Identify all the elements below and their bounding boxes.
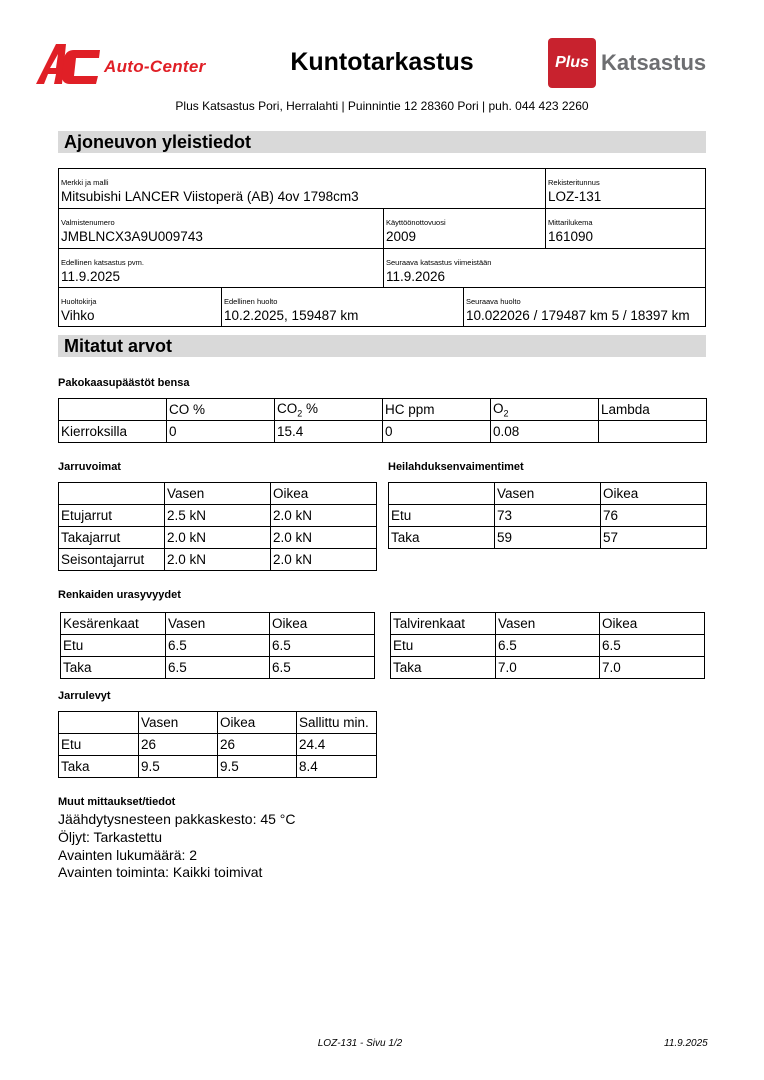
right-header: Oikea bbox=[270, 613, 375, 635]
first-use-label: Käyttöönottovuosi bbox=[386, 218, 446, 227]
coolant-line: Jäähdytysnesteen pakkaskesto: 45 °C bbox=[58, 811, 296, 827]
service-book-label: Huoltokirja bbox=[61, 297, 97, 306]
row-label: Taka bbox=[59, 756, 139, 778]
next-service-cell bbox=[464, 288, 705, 326]
table-cell: 2.5 kN bbox=[165, 505, 271, 527]
row-label: Etu bbox=[389, 505, 495, 527]
table-cell bbox=[59, 712, 139, 734]
section-title-vehicle: Ajoneuvon yleistiedot bbox=[58, 131, 706, 153]
table-cell: 8.4 bbox=[297, 756, 377, 778]
section-title-measured: Mitatut arvot bbox=[58, 335, 706, 357]
summer-tires-table bbox=[60, 612, 375, 679]
table-cell: 26 bbox=[139, 734, 218, 756]
row-label: Seisontajarrut bbox=[59, 549, 165, 571]
first-use-value: 2009 bbox=[386, 229, 417, 244]
emissions-table bbox=[58, 398, 707, 443]
next-inspection-label: Seuraava katsastus viimeistään bbox=[386, 258, 492, 267]
service-book-cell bbox=[59, 288, 222, 326]
table-cell: 9.5 bbox=[218, 756, 297, 778]
table-cell: 2.0 kN bbox=[165, 549, 271, 571]
table-row bbox=[391, 635, 705, 657]
table-row bbox=[59, 505, 377, 527]
next-service-label: Seuraava huolto bbox=[466, 297, 521, 306]
right-header: Oikea bbox=[218, 712, 297, 734]
prev-inspection-cell bbox=[59, 249, 384, 288]
left-header: Vasen bbox=[496, 613, 600, 635]
row-label: Takajarrut bbox=[59, 527, 165, 549]
emissions-title: Pakokaasupäästöt bensa bbox=[58, 377, 190, 389]
co-value: 0 bbox=[167, 421, 275, 443]
winter-tires-header: Talvirenkaat bbox=[391, 613, 496, 635]
plus-logo-badge: Plus bbox=[548, 38, 596, 88]
table-cell: 2.0 kN bbox=[271, 527, 377, 549]
lambda-header: Lambda bbox=[599, 399, 707, 421]
table-cell: 57 bbox=[601, 527, 707, 549]
table-cell: 6.5 bbox=[166, 635, 270, 657]
left-header: Vasen bbox=[165, 483, 271, 505]
make-model-value: Mitsubishi LANCER Viistoperä (AB) 4ov 1798cm3 bbox=[61, 189, 359, 204]
next-inspection-value: 11.9.2026 bbox=[386, 269, 446, 284]
table-cell bbox=[389, 483, 495, 505]
make-model-label: Merkki ja malli bbox=[61, 178, 109, 187]
winter-tires-table bbox=[390, 612, 705, 679]
vehicle-info-grid bbox=[58, 168, 706, 327]
o2-header: $O_2$ bbox=[491, 399, 599, 421]
prev-service-cell bbox=[222, 288, 464, 326]
auto-center-logo-text: Auto-Center bbox=[104, 57, 206, 76]
page-title: Kuntotarkastus bbox=[290, 48, 474, 76]
left-header: Vasen bbox=[495, 483, 601, 505]
table-cell: 2.0 kN bbox=[271, 505, 377, 527]
vin-label: Valmistenumero bbox=[61, 218, 115, 227]
prev-inspection-value: 11.9.2025 bbox=[61, 269, 121, 284]
brakes-title: Jarruvoimat bbox=[58, 461, 121, 473]
table-row bbox=[59, 527, 377, 549]
hc-header: HC ppm bbox=[383, 399, 491, 421]
table-row bbox=[59, 734, 377, 756]
prev-service-value: 10.2.2025, 159487 km bbox=[224, 308, 359, 323]
table-cell: 26 bbox=[218, 734, 297, 756]
odometer-value: 161090 bbox=[548, 229, 594, 244]
row-label: Taka bbox=[389, 527, 495, 549]
row-label: Kierroksilla bbox=[59, 421, 167, 443]
table-cell: 7.0 bbox=[600, 657, 705, 679]
table-cell: 7.0 bbox=[496, 657, 600, 679]
min-allowed-header: Sallittu min. bbox=[297, 712, 377, 734]
brakes-table bbox=[58, 482, 377, 571]
footer-date: 11.9.2025 bbox=[664, 1038, 708, 1049]
right-header: Oikea bbox=[271, 483, 377, 505]
table-row bbox=[59, 756, 377, 778]
registration-value: LOZ-131 bbox=[548, 189, 602, 204]
hc-value: 0 bbox=[383, 421, 491, 443]
next-inspection-cell bbox=[384, 249, 705, 288]
brake-discs-table bbox=[58, 711, 377, 778]
table-cell bbox=[59, 399, 167, 421]
table-cell bbox=[59, 483, 165, 505]
prev-service-label: Edellinen huolto bbox=[224, 297, 278, 306]
co-header: CO % bbox=[167, 399, 275, 421]
right-header: Oikea bbox=[600, 613, 705, 635]
registration-cell bbox=[546, 169, 705, 209]
shocks-title: Heilahduksenvaimentimet bbox=[388, 461, 524, 473]
key-function-line: Avainten toiminta: Kaikki toimivat bbox=[58, 864, 263, 880]
shocks-table bbox=[388, 482, 707, 549]
discs-title: Jarrulevyt bbox=[58, 690, 111, 702]
table-cell: 76 bbox=[601, 505, 707, 527]
make-model-cell bbox=[59, 169, 546, 209]
prev-inspection-label: Edellinen katsastus pvm. bbox=[61, 258, 144, 267]
table-cell: 24.4 bbox=[297, 734, 377, 756]
row-label: Taka bbox=[391, 657, 496, 679]
table-row bbox=[59, 712, 377, 734]
table-row bbox=[61, 635, 375, 657]
table-row bbox=[59, 483, 377, 505]
table-row bbox=[391, 613, 705, 635]
table-row bbox=[61, 657, 375, 679]
katsastus-logo-text: Katsastus bbox=[601, 50, 707, 75]
table-row bbox=[59, 399, 707, 421]
table-cell: 6.5 bbox=[496, 635, 600, 657]
table-row bbox=[391, 657, 705, 679]
key-count-line: Avainten lukumäärä: 2 bbox=[58, 847, 198, 863]
table-cell: 6.5 bbox=[166, 657, 270, 679]
table-cell: 59 bbox=[495, 527, 601, 549]
table-row bbox=[389, 505, 707, 527]
tread-title: Renkaiden urasyvyydet bbox=[58, 589, 181, 601]
footer-page: LOZ-131 - Sivu 1/2 bbox=[317, 1038, 403, 1049]
table-row bbox=[59, 549, 377, 571]
row-label: Etu bbox=[391, 635, 496, 657]
table-row bbox=[61, 613, 375, 635]
odometer-cell bbox=[546, 209, 705, 249]
right-header: Oikea bbox=[601, 483, 707, 505]
misc-title: Muut mittaukset/tiedot bbox=[58, 796, 176, 808]
lambda-value bbox=[599, 421, 707, 443]
contact-line: Plus Katsastus Pori, Herralahti | Puinnintie 12 28360 Pori | puh. 044 423 2260 bbox=[175, 99, 589, 113]
table-row bbox=[389, 483, 707, 505]
first-use-cell bbox=[384, 209, 546, 249]
oils-line: Öljyt: Tarkastettu bbox=[58, 829, 163, 845]
table-cell: 9.5 bbox=[139, 756, 218, 778]
table-cell: 6.5 bbox=[270, 657, 375, 679]
table-row bbox=[389, 527, 707, 549]
plus-katsastus-logo bbox=[548, 38, 728, 88]
table-cell: 73 bbox=[495, 505, 601, 527]
service-book-value: Vihko bbox=[61, 308, 95, 323]
table-row bbox=[59, 421, 707, 443]
vin-value: JMBLNCX3A9U009743 bbox=[61, 229, 203, 244]
row-label: Etujarrut bbox=[59, 505, 165, 527]
left-header: Vasen bbox=[139, 712, 218, 734]
vin-cell bbox=[59, 209, 384, 249]
next-service-value: 10.022026 / 179487 km 5 / 18397 km bbox=[466, 308, 690, 323]
co2-header: $CO_2$ % bbox=[275, 399, 383, 421]
table-cell: 2.0 kN bbox=[165, 527, 271, 549]
row-label: Etu bbox=[61, 635, 166, 657]
summer-tires-header: Kesärenkaat bbox=[61, 613, 166, 635]
odometer-label: Mittarilukema bbox=[548, 218, 593, 227]
o2-value: 0.08 bbox=[491, 421, 599, 443]
row-label: Etu bbox=[59, 734, 139, 756]
left-header: Vasen bbox=[166, 613, 270, 635]
table-cell: 6.5 bbox=[270, 635, 375, 657]
table-cell: 6.5 bbox=[600, 635, 705, 657]
table-cell: 2.0 kN bbox=[271, 549, 377, 571]
row-label: Taka bbox=[61, 657, 166, 679]
registration-label: Rekisteritunnus bbox=[548, 178, 600, 187]
co2-value: 15.4 bbox=[275, 421, 383, 443]
